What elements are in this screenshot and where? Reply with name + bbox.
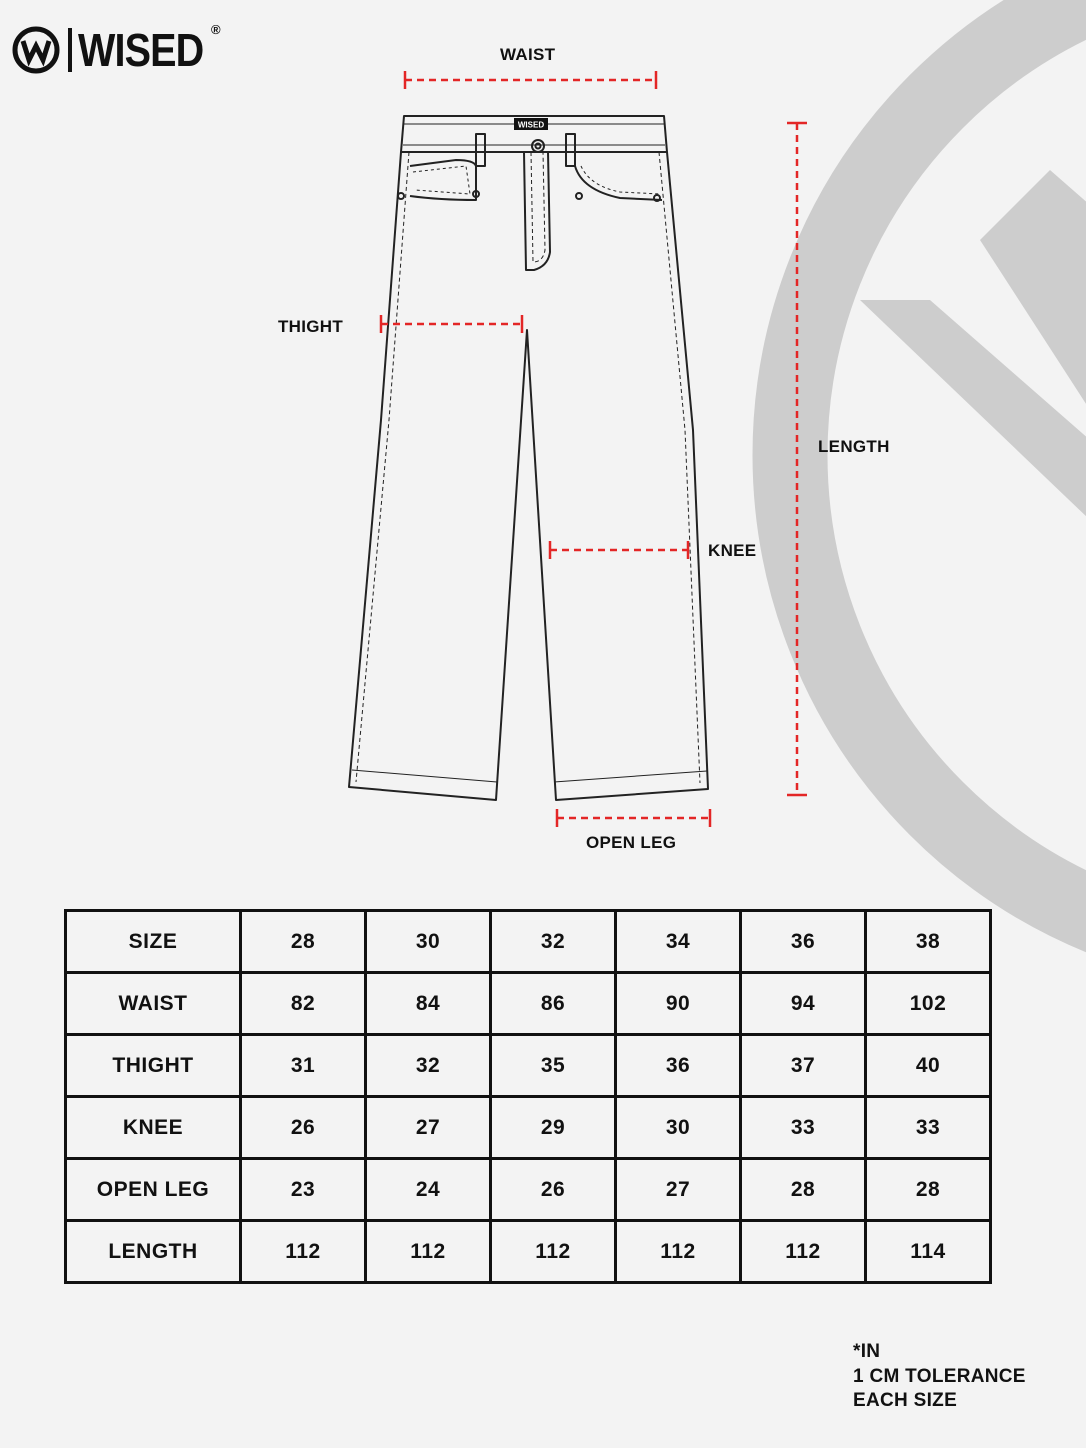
table-cell: 114 bbox=[866, 1221, 991, 1283]
right-pocket bbox=[575, 166, 662, 200]
table-row bbox=[66, 1035, 991, 1097]
table-cell: 112 bbox=[616, 1221, 741, 1283]
table-cell: 35 bbox=[491, 1035, 616, 1097]
thight-label: THIGHT bbox=[278, 317, 344, 336]
table-cell: 112 bbox=[366, 1221, 491, 1283]
table-cell: 94 bbox=[741, 973, 866, 1035]
row-header-open-leg: OPEN LEG bbox=[66, 1159, 241, 1221]
note-unit: *IN bbox=[853, 1341, 881, 1362]
size-cell: 38 bbox=[866, 911, 991, 973]
table-cell: 90 bbox=[616, 973, 741, 1035]
button-icon bbox=[532, 140, 544, 152]
table-cell: 23 bbox=[241, 1159, 366, 1221]
size-cell: 36 bbox=[741, 911, 866, 973]
table-cell: 36 bbox=[616, 1035, 741, 1097]
size-table bbox=[64, 909, 992, 1284]
table-row bbox=[66, 1097, 991, 1159]
knee-label: KNEE bbox=[708, 541, 757, 560]
length-label: LENGTH bbox=[818, 437, 890, 456]
table-cell: 37 bbox=[741, 1035, 866, 1097]
table-cell: 26 bbox=[241, 1097, 366, 1159]
table-cell: 112 bbox=[741, 1221, 866, 1283]
measurement-note bbox=[853, 1340, 1026, 1414]
table-row bbox=[66, 973, 991, 1035]
open-leg-label: OPEN LEG bbox=[586, 833, 677, 852]
table-cell: 112 bbox=[491, 1221, 616, 1283]
table-cell: 82 bbox=[241, 973, 366, 1035]
size-cell: 28 bbox=[241, 911, 366, 973]
row-header-knee: KNEE bbox=[66, 1097, 241, 1159]
table-cell: 112 bbox=[241, 1221, 366, 1283]
row-header-length: LENGTH bbox=[66, 1221, 241, 1283]
brand-name: WISED bbox=[78, 24, 204, 76]
registered-mark: ® bbox=[211, 22, 221, 37]
table-cell: 28 bbox=[866, 1159, 991, 1221]
row-header-waist: WAIST bbox=[66, 973, 241, 1035]
size-cell: 34 bbox=[616, 911, 741, 973]
table-cell: 27 bbox=[616, 1159, 741, 1221]
table-cell: 102 bbox=[866, 973, 991, 1035]
table-cell: 27 bbox=[366, 1097, 491, 1159]
fly bbox=[524, 152, 550, 270]
pants-outline bbox=[349, 152, 708, 800]
table-row bbox=[66, 1159, 991, 1221]
table-cell: 31 bbox=[241, 1035, 366, 1097]
note-each-size: EACH SIZE bbox=[853, 1390, 958, 1411]
table-cell: 26 bbox=[491, 1159, 616, 1221]
row-header-size: SIZE bbox=[66, 911, 241, 973]
table-header-row bbox=[66, 911, 991, 973]
table-cell: 84 bbox=[366, 973, 491, 1035]
size-cell: 30 bbox=[366, 911, 491, 973]
size-cell: 32 bbox=[491, 911, 616, 973]
table-cell: 32 bbox=[366, 1035, 491, 1097]
waist-label: WAIST bbox=[500, 45, 556, 64]
table-cell: 29 bbox=[491, 1097, 616, 1159]
table-cell: 40 bbox=[866, 1035, 991, 1097]
table-row bbox=[66, 1221, 991, 1283]
row-header-thight: THIGHT bbox=[66, 1035, 241, 1097]
waistband-tag-text: WISED bbox=[517, 120, 545, 130]
table-cell: 28 bbox=[741, 1159, 866, 1221]
table-cell: 30 bbox=[616, 1097, 741, 1159]
table-cell: 33 bbox=[866, 1097, 991, 1159]
table-cell: 33 bbox=[741, 1097, 866, 1159]
table-cell: 86 bbox=[491, 973, 616, 1035]
note-tolerance: 1 CM TOLERANCE bbox=[853, 1365, 1026, 1387]
table-cell: 24 bbox=[366, 1159, 491, 1221]
